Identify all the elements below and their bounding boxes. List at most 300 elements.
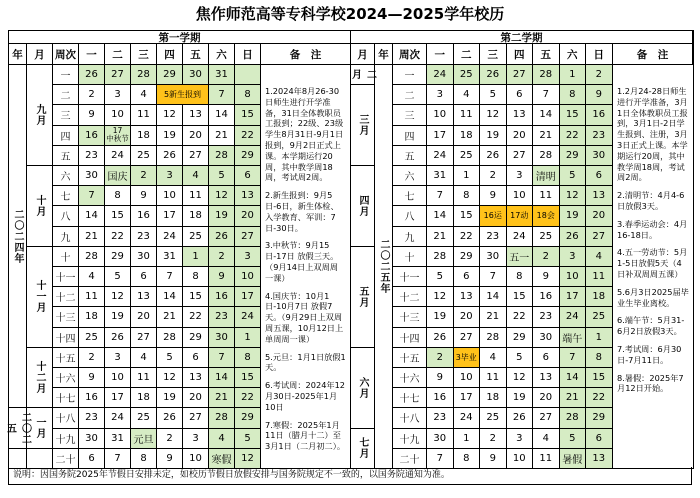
semester1-notes — [261, 65, 351, 469]
day-cell: 22 — [183, 307, 209, 327]
day-cell: 28 — [157, 328, 183, 348]
day-cell: 20 — [533, 388, 560, 408]
day-cell: 26 — [480, 146, 507, 166]
day-cell: 4 — [131, 85, 157, 105]
day-cell: 28 — [131, 65, 157, 85]
day-cell: 12 — [157, 368, 183, 388]
week-number: 十五 — [53, 348, 79, 368]
day-cell: 15 — [105, 206, 131, 226]
month-label: 十月 — [27, 166, 53, 247]
month-header: 月 — [351, 44, 375, 65]
day-cell: 29 — [507, 328, 534, 348]
day-cell: 21 — [533, 126, 560, 146]
day-cell: 28 — [209, 408, 235, 428]
day-cell: 7 — [79, 186, 105, 206]
day-cell: 5 — [157, 348, 183, 368]
day-cell: 4 — [79, 267, 105, 287]
day-cell: 31 — [209, 65, 235, 85]
day-cell: 2 — [586, 65, 613, 85]
day-cell: 15 — [235, 105, 261, 125]
day-cell: 27 — [586, 227, 613, 247]
day-cell: 2 — [427, 348, 454, 368]
day-cell: 9 — [131, 186, 157, 206]
day-cell: 23 — [480, 227, 507, 247]
day-cell: 30 — [79, 429, 105, 449]
day-cell: 30 — [480, 247, 507, 267]
day-cell: 元旦 — [131, 429, 157, 449]
semester1-header: 第一学期 — [9, 31, 351, 44]
note-item: 3.中秋节：9月15日-17日 放假三天。（9月14日上双周周一课） — [265, 240, 339, 283]
day-cell: 25 — [586, 307, 613, 327]
weekday-header: 五 — [533, 44, 560, 65]
week-number: 十 — [393, 247, 427, 267]
note-item: 1.2月24-28日师生进行开学准备，3月1日全体教职员工报到，3月1日-2日学生报到、注册，3月3日正式上课。本学期运行20周，其中教学周18周，考试周2周。 — [617, 86, 688, 183]
day-cell: 21 — [427, 227, 454, 247]
day-cell: 23 — [586, 126, 613, 146]
day-cell: 3 — [560, 247, 587, 267]
day-cell: 27 — [454, 328, 481, 348]
day-cell: 16运 — [480, 206, 507, 226]
weekday-header: 日 — [235, 44, 261, 65]
day-cell: 30 — [427, 429, 454, 449]
day-cell: 13 — [533, 368, 560, 388]
day-cell: 2 — [533, 247, 560, 267]
weekday-header: 三 — [131, 44, 157, 65]
day-cell: 3 — [507, 166, 534, 186]
week-number: 七 — [393, 186, 427, 206]
week-number: 十 — [53, 247, 79, 267]
day-cell: 2 — [131, 166, 157, 186]
day-cell: 27 — [183, 146, 209, 166]
day-cell: 26 — [157, 146, 183, 166]
day-cell: 1 — [235, 328, 261, 348]
week-number: 七 — [53, 186, 79, 206]
day-cell: 1 — [586, 328, 613, 348]
day-cell: 25 — [533, 227, 560, 247]
month-label: 四月 — [351, 166, 375, 247]
day-cell: 25 — [183, 227, 209, 247]
day-cell: 15 — [560, 105, 587, 125]
day-cell: 25 — [480, 408, 507, 428]
week-number: 二十 — [393, 449, 427, 469]
note-item: 8.暑假：2025年7月12日开始。 — [617, 372, 684, 394]
day-cell: 28 — [427, 247, 454, 267]
day-cell: 12 — [105, 287, 131, 307]
day-cell: 4 — [480, 348, 507, 368]
day-cell: 6 — [79, 449, 105, 469]
weekday-header: 四 — [507, 44, 534, 65]
day-cell: 7 — [209, 85, 235, 105]
day-cell: 13 — [586, 449, 613, 469]
day-cell: 15 — [507, 287, 534, 307]
day-cell: 6 — [131, 267, 157, 287]
day-cell: 23 — [533, 307, 560, 327]
footer-note: 说明：因国务院2025年节假日安排未定，如校历节假日放假安排与国务院规定不一致的，以国务院通知为准。 — [8, 467, 692, 485]
weekday-header: 六 — [209, 44, 235, 65]
day-cell: 9 — [79, 368, 105, 388]
day-cell: 21 — [560, 388, 587, 408]
day-cell: 29 — [586, 408, 613, 428]
week-number: 二十 — [53, 449, 79, 469]
week-number: 十二 — [53, 287, 79, 307]
day-cell: 2 — [480, 429, 507, 449]
day-cell: 30 — [131, 247, 157, 267]
week-number: 十一 — [393, 267, 427, 287]
day-cell: 2 — [157, 429, 183, 449]
day-cell: 10 — [454, 368, 481, 388]
day-cell: 29 — [560, 146, 587, 166]
day-cell: 15 — [454, 206, 481, 226]
day-cell: 1 — [454, 429, 481, 449]
day-cell: 8 — [560, 85, 587, 105]
day-cell: 26 — [209, 227, 235, 247]
day-cell: 15 — [586, 368, 613, 388]
day-cell: 24 — [105, 146, 131, 166]
day-cell: 10 — [183, 449, 209, 469]
day-cell: 3 — [427, 85, 454, 105]
day-cell: 10 — [427, 105, 454, 125]
day-cell: 20 — [235, 206, 261, 226]
day-cell: 27 — [507, 146, 534, 166]
month-label: 九月 — [27, 65, 53, 166]
day-cell: 5 — [560, 429, 587, 449]
day-cell: 24 — [105, 408, 131, 428]
day-cell: 30 — [183, 65, 209, 85]
week-number: 十六 — [393, 368, 427, 388]
day-cell: 4 — [183, 166, 209, 186]
day-cell: 20 — [586, 206, 613, 226]
week-number: 十八 — [393, 408, 427, 428]
day-cell: 5 — [507, 348, 534, 368]
day-cell: 29 — [454, 247, 481, 267]
day-cell: 11 — [533, 186, 560, 206]
day-cell: 10 — [507, 186, 534, 206]
day-cell: 29 — [235, 408, 261, 428]
note-item: 3.春季运动会：4月16-18日。 — [617, 218, 688, 240]
day-cell: 13 — [131, 287, 157, 307]
day-cell: 25 — [131, 408, 157, 428]
day-cell: 19 — [157, 388, 183, 408]
month-header: 月 — [27, 44, 53, 65]
day-cell: 13 — [183, 105, 209, 125]
day-cell: 24 — [507, 227, 534, 247]
day-cell: 10 — [105, 368, 131, 388]
day-cell: 23 — [131, 227, 157, 247]
week-number: 十一 — [53, 267, 79, 287]
day-cell: 26 — [427, 328, 454, 348]
week-number: 二 — [393, 85, 427, 105]
day-cell: 19 — [480, 126, 507, 146]
day-cell: 10 — [560, 267, 587, 287]
month-label: 五月 — [351, 247, 375, 348]
day-cell: 13 — [235, 186, 261, 206]
day-cell: 14 — [79, 206, 105, 226]
page-title: 焦作师范高等专科学校2024—2025学年校历 — [195, 5, 505, 23]
day-cell: 6 — [533, 348, 560, 368]
day-cell: 17 — [235, 287, 261, 307]
day-cell: 21 — [209, 126, 235, 146]
day-cell: 25 — [79, 328, 105, 348]
day-cell: 18 — [131, 388, 157, 408]
day-cell: 18 — [183, 206, 209, 226]
week-number: 六 — [53, 166, 79, 186]
day-cell: 21 — [157, 307, 183, 327]
day-cell: 14 — [560, 368, 587, 388]
day-cell: 24 — [427, 65, 454, 85]
week-number: 一 — [393, 65, 427, 85]
day-cell: 8 — [454, 186, 481, 206]
day-cell: 23 — [427, 408, 454, 428]
day-cell: 16 — [79, 126, 105, 146]
day-cell: 端午 — [560, 328, 587, 348]
day-cell: 29 — [235, 146, 261, 166]
day-cell: 31 — [105, 429, 131, 449]
day-cell: 2 — [79, 348, 105, 368]
week-number: 十六 — [53, 368, 79, 388]
day-cell: 17 中秋节 — [105, 126, 131, 146]
day-cell: 22 — [105, 227, 131, 247]
day-cell: 30 — [586, 146, 613, 166]
day-cell: 19 — [560, 206, 587, 226]
week-number: 十七 — [393, 388, 427, 408]
day-cell: 17 — [157, 206, 183, 226]
day-cell: 20 — [183, 388, 209, 408]
day-cell: 31 — [427, 166, 454, 186]
day-cell: 3 — [105, 348, 131, 368]
week-number: 十八 — [53, 408, 79, 428]
day-cell: 30 — [533, 328, 560, 348]
day-cell: 7 — [480, 267, 507, 287]
day-cell: 18 — [480, 388, 507, 408]
day-cell — [235, 65, 261, 85]
day-cell: 27 — [183, 408, 209, 428]
day-cell: 17 — [427, 126, 454, 146]
day-cell: 1 — [560, 65, 587, 85]
day-cell: 27 — [235, 227, 261, 247]
day-cell: 14 — [209, 368, 235, 388]
day-cell: 8 — [586, 348, 613, 368]
day-cell: 13 — [183, 368, 209, 388]
week-number: 三 — [53, 105, 79, 125]
note-item: 6.端午节：5月31-6月2日放假3天。 — [617, 315, 685, 337]
week-number: 一 — [53, 65, 79, 85]
day-cell: 12 — [427, 287, 454, 307]
week-number: 八 — [393, 206, 427, 226]
day-cell: 12 — [209, 186, 235, 206]
week-number: 九 — [393, 227, 427, 247]
month-label: 六月 — [351, 348, 375, 429]
day-cell: 25 — [131, 146, 157, 166]
week-number: 五 — [53, 146, 79, 166]
day-cell: 16 — [586, 105, 613, 125]
day-cell: 26 — [480, 65, 507, 85]
day-cell: 8 — [131, 449, 157, 469]
day-cell: 17 — [560, 287, 587, 307]
week-number: 八 — [53, 206, 79, 226]
day-cell: 9 — [427, 368, 454, 388]
week-number: 四 — [393, 126, 427, 146]
week-number: 十二 — [393, 287, 427, 307]
day-cell: 22 — [235, 388, 261, 408]
day-cell: 27 — [131, 328, 157, 348]
day-cell: 7 — [209, 348, 235, 368]
day-cell: 24 — [157, 227, 183, 247]
day-cell: 28 — [560, 408, 587, 428]
day-cell: 17 — [105, 388, 131, 408]
day-cell: 12 — [507, 368, 534, 388]
day-cell: 20 — [131, 307, 157, 327]
day-cell: 12 — [480, 105, 507, 125]
weekday-header: 一 — [427, 44, 454, 65]
weekday-header: 三 — [480, 44, 507, 65]
month-label: 三月 — [351, 85, 375, 166]
day-cell: 24 — [454, 408, 481, 428]
day-cell: 五一 — [507, 247, 534, 267]
calendar-table — [4, 30, 694, 469]
day-cell: 8 — [507, 267, 534, 287]
year-label: 二〇二四年 — [9, 65, 27, 408]
day-cell: 29 — [105, 247, 131, 267]
day-cell: 6 — [507, 85, 534, 105]
day-cell: 6 — [586, 166, 613, 186]
note-item: 4.五一劳动节：5月1-5日放假5天（4日补双周周五课） — [617, 247, 688, 279]
note-item: 4.国庆节：10月1日-10月7日 放假7天。（9月29日上双周周五课，10月12日上单周周一课） — [265, 290, 344, 344]
week-number: 二 — [53, 85, 79, 105]
day-cell: 23 — [209, 307, 235, 327]
day-cell: 24 — [235, 307, 261, 327]
day-cell: 18会 — [533, 206, 560, 226]
day-cell: 14 — [209, 105, 235, 125]
day-cell: 3 — [507, 429, 534, 449]
day-cell: 26 — [560, 227, 587, 247]
day-cell: 19 — [157, 126, 183, 146]
note-item: 7.寒假：2025年1月11日（腊月十二）至3月1日（二月初二）。 — [265, 419, 346, 452]
day-cell: 2 — [480, 166, 507, 186]
day-cell: 5 — [427, 267, 454, 287]
week-number: 十三 — [393, 307, 427, 327]
day-cell: 5 — [105, 267, 131, 287]
day-cell: 5新生报到 — [157, 85, 209, 105]
week-number: 十九 — [393, 429, 427, 449]
day-cell: 1 — [454, 166, 481, 186]
day-cell: 9 — [157, 449, 183, 469]
day-cell: 10 — [105, 105, 131, 125]
day-cell: 8 — [235, 348, 261, 368]
week-number: 十九 — [53, 429, 79, 449]
month-label: 七月 — [351, 429, 375, 469]
day-cell: 18 — [79, 307, 105, 327]
day-cell: 26 — [157, 408, 183, 428]
month-label: 二月 — [351, 65, 375, 85]
year-label: 二〇二五年 — [375, 65, 393, 469]
day-cell: 21 — [209, 388, 235, 408]
day-cell: 26 — [507, 408, 534, 428]
day-cell: 7 — [560, 348, 587, 368]
day-cell: 22 — [507, 307, 534, 327]
weekday-header: 二 — [105, 44, 131, 65]
month-label: 一月 — [27, 408, 53, 448]
day-cell: 6 — [183, 348, 209, 368]
day-cell: 17 — [454, 388, 481, 408]
note-item: 5.元旦：1月1日放假1天。 — [265, 351, 346, 373]
day-cell: 29 — [157, 65, 183, 85]
day-cell: 16 — [533, 287, 560, 307]
day-cell: 2 — [209, 247, 235, 267]
day-cell: 10 — [235, 267, 261, 287]
day-cell: 20 — [183, 126, 209, 146]
semester2-notes — [613, 65, 693, 469]
day-cell: 9 — [480, 186, 507, 206]
day-cell: 26 — [105, 328, 131, 348]
day-cell: 18 — [454, 126, 481, 146]
day-cell: 30 — [79, 166, 105, 186]
day-cell: 26 — [79, 65, 105, 85]
day-cell: 3 — [183, 429, 209, 449]
note-item: 7.考试周：6月30日-7月11日。 — [617, 343, 682, 365]
weekday-header: 六 — [560, 44, 587, 65]
week-number: 四 — [53, 126, 79, 146]
day-cell: 19 — [427, 307, 454, 327]
semester2-header: 第二学期 — [351, 31, 693, 44]
day-cell: 12 — [235, 449, 261, 469]
day-cell: 22 — [454, 227, 481, 247]
note-item: 6.考试周：2024年12月30日-2025年1月10日 — [265, 380, 346, 412]
day-cell: 3毕业 — [454, 348, 481, 368]
day-cell: 4 — [586, 247, 613, 267]
day-cell: 11 — [586, 267, 613, 287]
day-cell: 5 — [560, 166, 587, 186]
day-cell: 7 — [157, 267, 183, 287]
day-cell: 31 — [157, 247, 183, 267]
year-label — [9, 449, 27, 469]
day-cell: 4 — [454, 85, 481, 105]
day-cell: 13 — [454, 287, 481, 307]
note-item: 2.新生报到：9月5日-6日，新生体检、入学教育、军训：7日-30日。 — [265, 190, 339, 233]
day-cell: 19 — [105, 307, 131, 327]
day-cell: 2 — [79, 85, 105, 105]
day-cell: 16 — [427, 388, 454, 408]
week-number: 九 — [53, 227, 79, 247]
day-cell: 6 — [235, 166, 261, 186]
weekday-header: 四 — [157, 44, 183, 65]
day-cell: 22 — [560, 126, 587, 146]
day-cell: 4 — [209, 429, 235, 449]
day-cell: 9 — [79, 105, 105, 125]
day-cell: 3 — [235, 247, 261, 267]
day-cell: 16 — [131, 206, 157, 226]
day-cell: 4 — [131, 348, 157, 368]
day-cell: 6 — [454, 267, 481, 287]
day-cell: 28 — [209, 146, 235, 166]
day-cell: 8 — [183, 267, 209, 287]
note-item: 5.6月3日2025届毕业生毕业离校。 — [617, 286, 689, 308]
weekday-header: 一 — [79, 44, 105, 65]
week-number: 三 — [393, 105, 427, 125]
year-label: 二〇二五 — [9, 408, 27, 448]
day-cell: 11 — [480, 368, 507, 388]
day-cell: 24 — [427, 146, 454, 166]
day-cell: 14 — [427, 206, 454, 226]
week-number: 十七 — [53, 388, 79, 408]
day-cell: 22 — [235, 126, 261, 146]
day-cell: 寒假 — [209, 449, 235, 469]
day-cell: 21 — [480, 307, 507, 327]
week-number: 十三 — [53, 307, 79, 327]
year-header: 年 — [375, 44, 393, 65]
weekday-header: 二 — [454, 44, 481, 65]
week-header: 周次 — [393, 44, 427, 65]
day-cell: 10 — [507, 449, 534, 469]
